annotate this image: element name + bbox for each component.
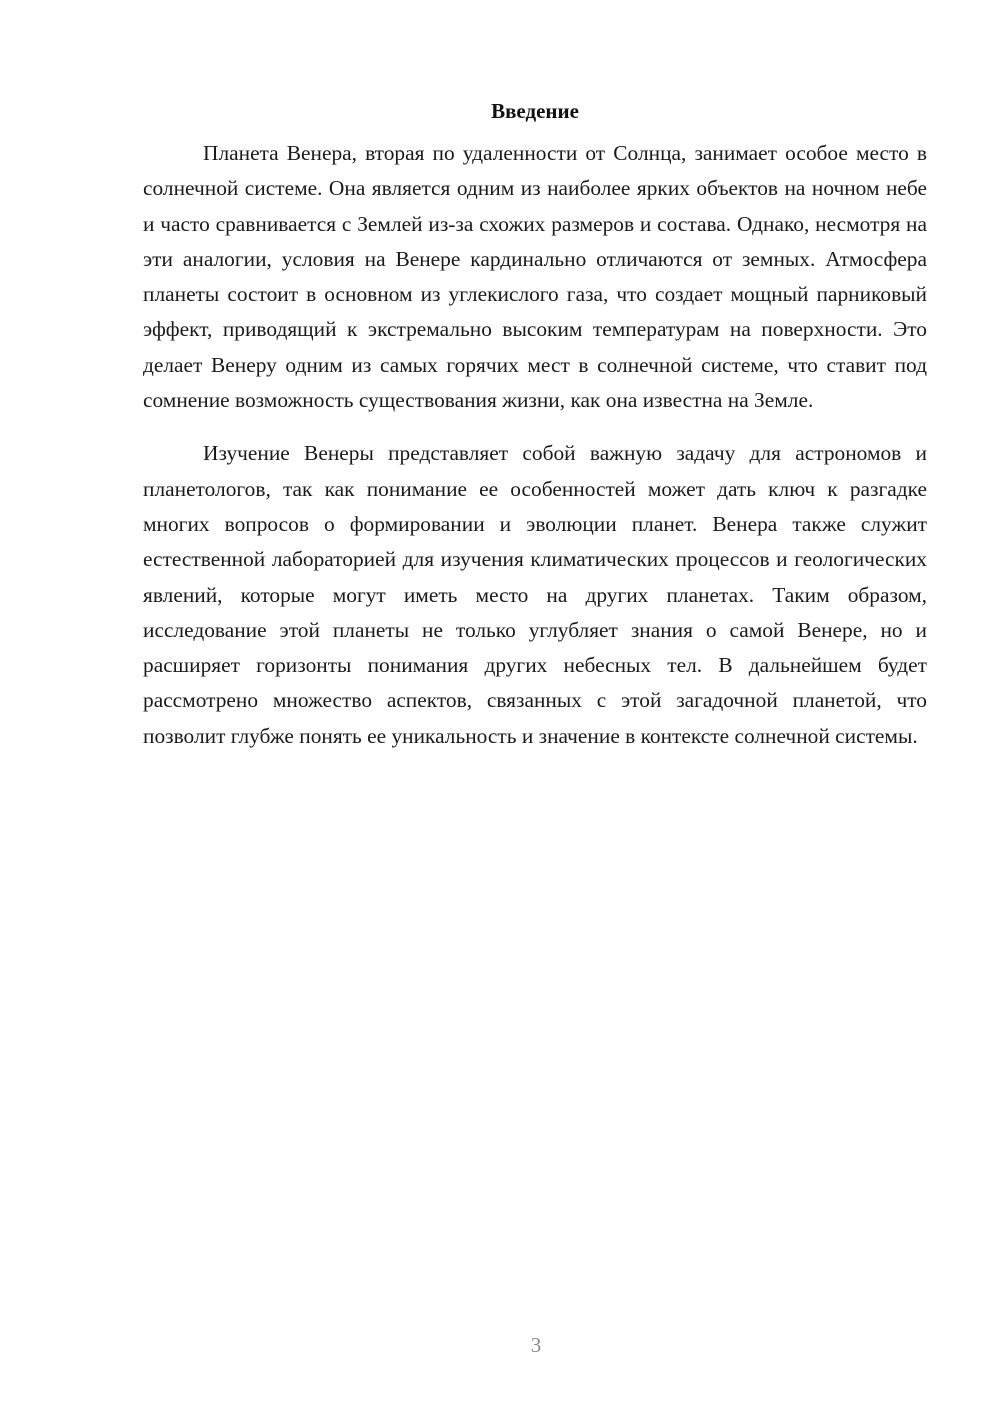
section-heading: Введение bbox=[491, 99, 579, 123]
paragraph-1: Планета Венера, вторая по удаленности от Солнца, занимает особое место в солнечной системе. Она является одним из наиболее ярких объектов на ночном небе и часто сравнивается с Землей из-за схожих размеров и состава. Однако, несмотря на эти аналогии, условия на Венере кардинально отличаются от земных. Атмосфера планеты состоит в основном из углекислого газа, что создает мощный парниковый эффект, приводящий к экстремально высоким температурам на поверхности. Это делает Венеру одним из самых горячих мест в солнечной системе, что ставит под сомнение возможность существования жизни, как она известна на Земле. bbox=[143, 141, 927, 413]
page-content bbox=[143, 96, 927, 754]
page-number: 3 bbox=[530, 1333, 542, 1357]
paragraph-2: Изучение Венеры представляет собой важную задачу для астрономов и планетологов, так как понимание ее особенностей может дать ключ к разгадке многих вопросов о формировании и эволюции планет. Венера также служит естественной лабораторией для изучения климатических процессов и геологических явлений, которые могут иметь место на других планетах. Таким образом, исследование этой планеты не только углубляет знания о самой Венере, но и расширяет горизонты понимания других небесных тел. В дальнейшем будет рассмотрено множество аспектов, связанных с этой загадочной планетой, что позволит глубже понять ее уникальность и значение в контексте солнечной системы. bbox=[143, 441, 927, 748]
